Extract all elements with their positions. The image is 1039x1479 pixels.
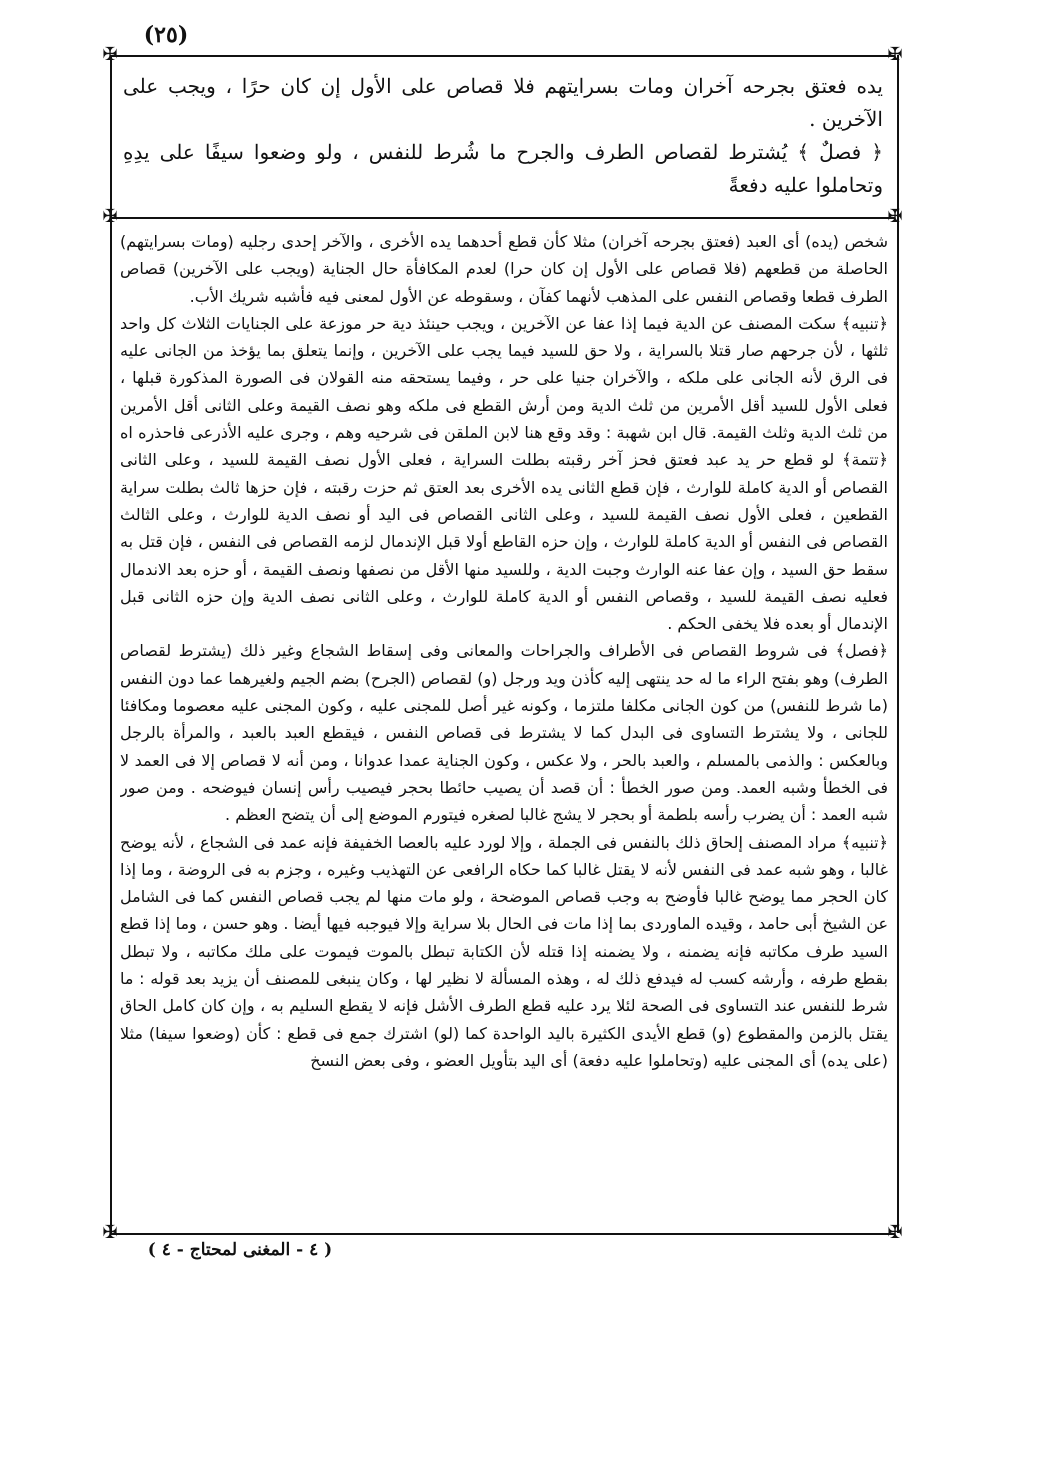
footer-signature: ( ٤ - المغنى لمحتاج - ٤ ) xyxy=(147,1240,333,1260)
frame-top-rule xyxy=(110,55,895,57)
corner-ornament-icon: ✠ xyxy=(887,44,903,65)
commentary-text xyxy=(120,228,888,1223)
matn-paragraph: ﴿ فصلٌ ﴾ يُشترط لقصاص الطرف والجرح ما شُرط للنفس ، ولو وضعوا سيفًا على يدِهِ وتحاملوا عليه دفعةً xyxy=(123,140,883,197)
corner-ornament-icon: ✠ xyxy=(102,206,118,227)
matn-divider-rule xyxy=(110,217,895,219)
commentary-paragraph: شخص (يده) أى العبد (فعتق بجرحه آخران) مثلا كأن قطع أحدهما يده الأخرى ، والآخر إحدى رجليه (ومات بسرايتهم) الحاصلة من قطعهم (فلا قصاص على الأول إن كان حرا) لعدم المكافأة حال الجناية (ويجب على الآخرين) قصاص الطرف قطعا وقصاص النفس على المذهب لأنهما كفآن ، وسقوطه عن الأول لمعنى فيه فأشبه شريك الأب. xyxy=(120,232,888,306)
corner-ornament-icon: ✠ xyxy=(102,44,118,65)
commentary-paragraph: ﴿تنبيه﴾ سكت المصنف عن الدية فيما إذا عفا عن الآخرين ، ويجب حينئذ دية حر موزعة على الجنايات الثلاث كل واحد ثلثها ، لأن جرحهم صار قتلا بالسراية ، ولا حق للسيد فيما يجب على الآخرين ، وإنما يتعلق بما يؤخذ من الجانى عليه فى الرق لأنه الجانى على ملكه ، والآخران جنيا على حر ، وفيما يستحقه منه القولان فى الصورة المذكورة قبلها ، فعلى الأول للسيد أقل الأمرين من ثلث الدية ومن أرش القطع فى ملكه وهو نصف القيمة وعلى الثانى أقل الأمرين من ثلث الدية وثلث القيمة. قال ابن شهبة : وقد وقع هنا لابن الملقن فى شرحيه وهم ، وجرى عليه الأذرعى فاحذره اه ﴿تتمة﴾ لو قطع حر يد عبد فعتق فحز آخر رقبته بطلت السراية ، فعلى الأول نصف القيمة للسيد ، وعلى الثانى القصاص أو الدية كاملة للوارث ، فإن قطع الثانى يده الأخرى بعد العتق ثم حزت رقبته ، فإن حزها ثالث بطلت سراية القطعين ، فعلى الأول نصف القيمة للسيد ، وعلى الثانى القصاص فى اليد أو نصف الدية للوارث ، وعلى الثالث القصاص فى النفس أو الدية كاملة للوارث ، وإن حزه القاطع أولا قبل الإندمال لزمه القصاص فى النفس ، فإن قتل به سقط حق السيد ، وإن عفا عنه الوارث وجبت الدية ، وللسيد منها الأقل من نصفها ونصف القيمة ، أو حزه بعد الاندمال فعليه نصف القيمة للسيد ، وقصاص النفس أو الدية كاملة للوارث ، وعلى الثانى نصف الدية وإن حزه الثانى قبل الإندمال أو بعده فلا يخفى الحكم . xyxy=(120,313,888,634)
commentary-paragraph: ﴿فصل﴾ فى شروط القصاص فى الأطراف والجراحات والمعانى وفى إسقاط الشجاع وغير ذلك (يشترط لقصاص الطرف) وهو بفتح الراء ما له حد ينتهى إليه كأذن ويد ورجل (و) لقصاص (الجرح) بضم الجيم ولغيرهما عما دون النفس (ما شرط للنفس) من كون الجانى مكلفا ملتزما ، وكونه غير أصل للمجنى عليه ، وكون المجنى عليه معصوما ومكافئا للجانى ، ولا يشترط التساوى فى البدل كما لا يشترط فى قصاص النفس ، فيقطع العبد بالعبد ، والمرأة بالرجل وبالعكس : والذمى بالمسلم ، والعبد بالحر ، ولا عكس ، وكون الجناية عمدا عدوانا ، ومن أنه لا قصاص إلا فى العمد لا فى الخطأ وشبه العمد. ومن صور الخطأ : أن قصد أن يصيب حائطا بحجر فيصيب رأس إنسان فيوضحه . ومن صور شبه العمد : أن يضرب رأسه بلطمة أو بحجر لا يشج غالبا لصغره فيتورم الموضع إلى أن يتضح العظم . xyxy=(120,641,888,825)
corner-ornament-icon: ✠ xyxy=(887,1222,903,1243)
corner-ornament-icon: ✠ xyxy=(887,206,903,227)
page-number: (٢٥) xyxy=(143,22,189,48)
matn-paragraph: يده فعتق بجرحه آخران ومات بسرايتهم فلا قصاص على الأول إن كان حرًا ، ويجب على الآخرين . xyxy=(123,74,883,131)
frame-bottom-rule xyxy=(110,1233,895,1235)
commentary-paragraph: ﴿تنبيه﴾ مراد المصنف إلحاق ذلك بالنفس فى الجملة ، وإلا لورد عليه بالعصا الخفيفة فإنه عمد فى الشجاع ، لأنه يوضح غالبا ، وهو شبه عمد فى النفس لأنه لا يقتل غالبا كما حكاه الرافعى عن التهذيب وغيره ، وجزم به فى الروضة ، وما إذا كان الحجر مما يوضح غالبا فأوضح به وجب قصاص الموضحة ، ولو مات منها لم يجب قصاص النفس كما فى الشامل عن الشيخ أبى حامد ، وقيده الماوردى بما إذا مات فى الحال بلا سراية وإلا فيوجبه فيها أيضا . وهو حسن ، وما إذا قطع السيد طرف مكاتبه فإنه يضمنه ، ولا يضمنه إذا قتله لأن الكتابة تبطل بالموت فيموت على ملك مكاتبه ، ولا تبطل بقطع طرفه ، وأرشه كسب له فيدفع ذلك له ، وهذه المسألة لا نظير لها ، وكان ينبغى للمصنف أن يزيد بعد قوله : ما شرط للنفس عند التساوى فى الصحة لئلا يرد عليه قطع الطرف الأشل فإنه لا يقطع السليم به ، وإن كان كامل الحاق يقتل بالزمن والمقطوع (و) قطع الأيدى الكثيرة باليد الواحدة كما (لو) اشترك جمع فى قطع : كأن (وضعوا سيفا) مثلا (على يده) أى المجنى عليه (وتحاملوا عليه دفعة) أى اليد بتأويل العضو ، وفى بعض النسخ xyxy=(120,832,888,1070)
main-text xyxy=(123,70,883,210)
corner-ornament-icon: ✠ xyxy=(102,1222,118,1243)
